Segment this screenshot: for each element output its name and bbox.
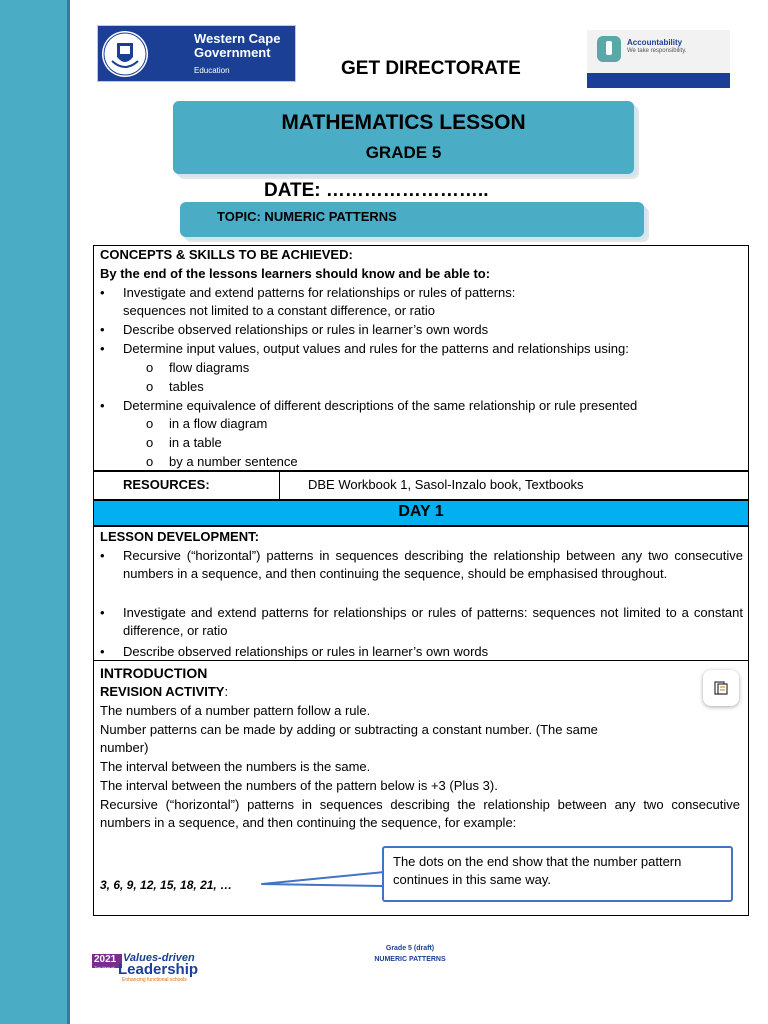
values-driven-leadership-logo [92, 952, 257, 982]
topic-banner [180, 202, 644, 237]
wcg-logo-line3: Education [194, 66, 230, 75]
accountability-logo [587, 30, 730, 88]
concept-sub-4-2: in a table [169, 435, 222, 450]
revision-activity-colon: : [224, 684, 229, 699]
resources-divider [279, 472, 280, 499]
concept-sub-3-2: tables [169, 379, 204, 394]
lesson-development-section [93, 526, 749, 661]
revision-activity-label: REVISION ACTIVITY [100, 684, 225, 699]
resources-value: DBE Workbook 1, Sasol-Inzalo book, Textbooks [308, 477, 584, 492]
wcg-logo-line1: Western Cape [194, 31, 281, 46]
resources-label: RESOURCES: [123, 477, 210, 492]
lesson-title: MATHEMATICS LESSON [281, 111, 526, 134]
topic-title: TOPIC: NUMERIC PATTERNS [217, 209, 397, 224]
western-cape-government-logo [97, 25, 296, 82]
left-color-bar [0, 0, 70, 1024]
bullet-icon: • [100, 398, 105, 413]
accountability-subtitle: We take responsibility. [627, 48, 687, 54]
accountability-band [587, 73, 730, 88]
coat-of-arms-icon [102, 31, 148, 77]
year-sub-text: The Year of [94, 965, 115, 970]
sub-bullet-icon: o [146, 379, 154, 394]
dev-bullet-3: Describe observed relationships or rules in learner’s own words [123, 644, 489, 659]
concepts-section [93, 245, 749, 471]
bullet-icon: • [100, 548, 105, 563]
grade-title: GRADE 5 [365, 143, 442, 162]
concept-bullet-1-cont: sequences not limited to a constant difference, or ratio [123, 303, 435, 318]
accountability-title: Accountability [627, 38, 683, 47]
footer-grade: Grade 5 (draft) [385, 945, 435, 952]
directorate-title: GET DIRECTORATE [341, 58, 521, 79]
date-field: DATE: …………………….. [264, 180, 489, 201]
day-band [93, 500, 749, 526]
concept-sub-4-1: in a flow diagram [169, 416, 268, 431]
concept-sub-3-1: flow diagrams [169, 360, 250, 375]
concept-bullet-2: Describe observed relationships or rules in learner’s own words [123, 322, 489, 337]
intro-line-5: The interval between the numbers of the pattern below is +3 (Plus 3). [100, 778, 498, 793]
introduction-heading: INTRODUCTION [100, 665, 208, 681]
number-sequence: 3, 6, 9, 12, 15, 18, 21, … [100, 878, 233, 892]
revision-activity-heading [100, 683, 228, 701]
bullet-icon: • [100, 285, 105, 300]
footer-label [330, 943, 490, 965]
sub-bullet-icon: o [146, 416, 154, 431]
callout-text: The dots on the end show that the number pattern continues in this same way. [393, 854, 682, 887]
day-title: DAY 1 [398, 503, 444, 520]
intro-line-2: Number patterns can be made by adding or subtracting a constant number. (The same [100, 722, 598, 737]
footer-topic: NUMERIC PATTERNS [374, 956, 446, 963]
bullet-icon: • [100, 644, 105, 659]
dev-bullet-1: Recursive (“horizontal”) patterns in sequences describing the relationship between any two consecutive numbers in a sequence, and then continuing the sequence, should be emphasised throughout. [123, 548, 743, 581]
tagline-text: Enhancing functional schools [122, 977, 187, 983]
intro-line-3: number) [100, 740, 149, 755]
concept-sub-4-3: by a number sentence [169, 454, 298, 469]
values-driven-text: Values-driven [123, 952, 195, 964]
intro-line-6: Recursive (“horizontal”) patterns in sequences describing the relationship between any two consecutive numbers in a sequence, and then continuing the sequence, for example: [100, 797, 740, 830]
leadership-text: Leadership [118, 961, 199, 978]
concept-bullet-4: Determine equivalence of different descriptions of the same relationship or rule presented [123, 398, 638, 413]
resources-row [93, 471, 749, 500]
concepts-heading: CONCEPTS & SKILLS TO BE ACHIEVED: [100, 247, 353, 262]
callout-box [382, 846, 733, 902]
hand-icon [597, 36, 621, 62]
intro-line-1: The numbers of a number pattern follow a rule. [100, 703, 371, 718]
intro-line-4: The interval between the numbers is the same. [100, 759, 371, 774]
concept-bullet-1: Investigate and extend patterns for relationships or rules of patterns: [123, 285, 516, 300]
wcg-logo-line2: Government [194, 45, 271, 60]
left-color-bar-edge [67, 0, 70, 1024]
bullet-icon: • [100, 341, 105, 356]
dev-bullet-2: Investigate and extend patterns for relationships or rules of patterns: sequences not limited to a constant difference, or ratio [123, 605, 743, 638]
lesson-development-heading: LESSON DEVELOPMENT: [100, 529, 259, 544]
concept-bullet-3: Determine input values, output values and rules for the patterns and relationships using: [123, 341, 629, 356]
sub-bullet-icon: o [146, 454, 154, 469]
document-icon[interactable] [703, 670, 739, 706]
bullet-icon: • [100, 322, 105, 337]
sub-bullet-icon: o [146, 360, 154, 375]
sub-bullet-icon: o [146, 435, 154, 450]
lesson-banner [173, 101, 634, 174]
bullet-icon: • [100, 605, 105, 620]
callout-pointer [260, 870, 386, 890]
year-text: 2021 [94, 954, 117, 965]
concepts-intro: By the end of the lessons learners should know and be able to: [100, 266, 491, 281]
